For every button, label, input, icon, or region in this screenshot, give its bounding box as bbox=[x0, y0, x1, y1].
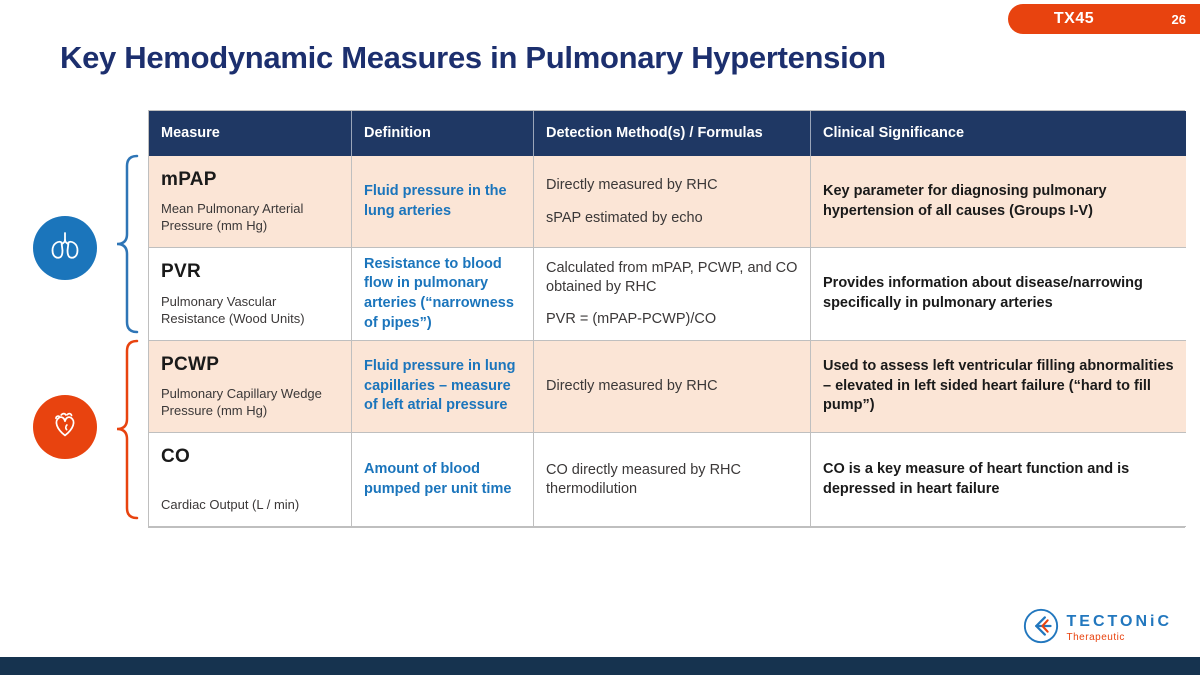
measure-full-name: Pulmonary Vascular Resistance (Wood Units) bbox=[161, 294, 305, 327]
detection-line: Directly measured by RHC bbox=[546, 378, 718, 395]
measure-full-name: Pulmonary Capillary Wedge Pressure (mm Hg) bbox=[161, 386, 322, 419]
detection-line: Directly measured by RHC bbox=[546, 176, 718, 193]
lungs-circle bbox=[33, 216, 97, 280]
table-row-pvr-detection bbox=[534, 248, 811, 341]
measure-acronym: CO bbox=[161, 446, 191, 467]
detection-line: CO directly measured by RHC thermodilution bbox=[546, 461, 741, 497]
col-header-measure: Measure bbox=[149, 111, 352, 156]
table-row-pcwp-measure bbox=[149, 341, 352, 433]
table-row-pvr-significance: Provides information about disease/narrowing specifically in pulmonary arteries bbox=[811, 248, 1186, 341]
table-row-pvr-measure bbox=[149, 248, 352, 341]
tectonic-logo-icon bbox=[1022, 607, 1060, 650]
badge-label: TX45 bbox=[1053, 10, 1095, 27]
lungs-icon bbox=[45, 226, 85, 271]
table-row-mpap-detection bbox=[534, 156, 811, 248]
page-title: Key Hemodynamic Measures in Pulmonary Hypertension bbox=[60, 40, 886, 75]
measure-full-name: Cardiac Output (L / min) bbox=[161, 497, 300, 513]
footer-bar bbox=[0, 657, 1200, 675]
table-row-co-detection bbox=[534, 433, 811, 527]
logo-subtitle: Therapeutic bbox=[1066, 632, 1125, 643]
table-row-co-measure bbox=[149, 433, 352, 527]
slide-tag-badge bbox=[1008, 4, 1200, 34]
col-header-detection: Detection Method(s) / Formulas bbox=[534, 111, 811, 156]
col-header-significance: Clinical Significance bbox=[811, 111, 1186, 156]
hemodynamics-table bbox=[148, 110, 1185, 528]
table-row-pcwp-significance: Used to assess left ventricular filling abnormalities – elevated in left sided heart failure (“hard to fill pump”) bbox=[811, 341, 1186, 433]
col-header-definition: Definition bbox=[352, 111, 534, 156]
table-row-co-definition: Amount of blood pumped per unit time bbox=[352, 433, 534, 527]
measure-acronym: PCWP bbox=[161, 354, 220, 375]
table-row-mpap-measure bbox=[149, 156, 352, 248]
table-row-pcwp-detection bbox=[534, 341, 811, 433]
detection-line: sPAP estimated by echo bbox=[546, 209, 703, 226]
measure-full-name: Mean Pulmonary Arterial Pressure (mm Hg) bbox=[161, 201, 304, 234]
measure-acronym: PVR bbox=[161, 261, 201, 282]
measure-acronym: mPAP bbox=[161, 169, 217, 190]
detection-line: PVR = (mPAP-PCWP)/CO bbox=[546, 311, 717, 328]
table-row-co-significance: CO is a key measure of heart function and is depressed in heart failure bbox=[811, 433, 1186, 527]
heart-icon bbox=[46, 406, 84, 449]
table-row-pcwp-definition: Fluid pressure in lung capillaries – measure of left atrial pressure bbox=[352, 341, 534, 433]
tectonic-logo bbox=[1022, 607, 1172, 650]
detection-line: Calculated from mPAP, PCWP, and CO obtained by RHC bbox=[546, 259, 798, 295]
table-row-pvr-definition: Resistance to blood flow in pulmonary arteries (“narrowness of pipes”) bbox=[352, 248, 534, 341]
logo-wordmark: TECTONiC bbox=[1066, 613, 1172, 630]
page-number: 26 bbox=[1171, 11, 1186, 27]
heart-circle bbox=[33, 395, 97, 459]
table-row-mpap-definition: Fluid pressure in the lung arteries bbox=[352, 156, 534, 248]
table-row-mpap-significance: Key parameter for diagnosing pulmonary hypertension of all causes (Groups I-V) bbox=[811, 156, 1186, 248]
